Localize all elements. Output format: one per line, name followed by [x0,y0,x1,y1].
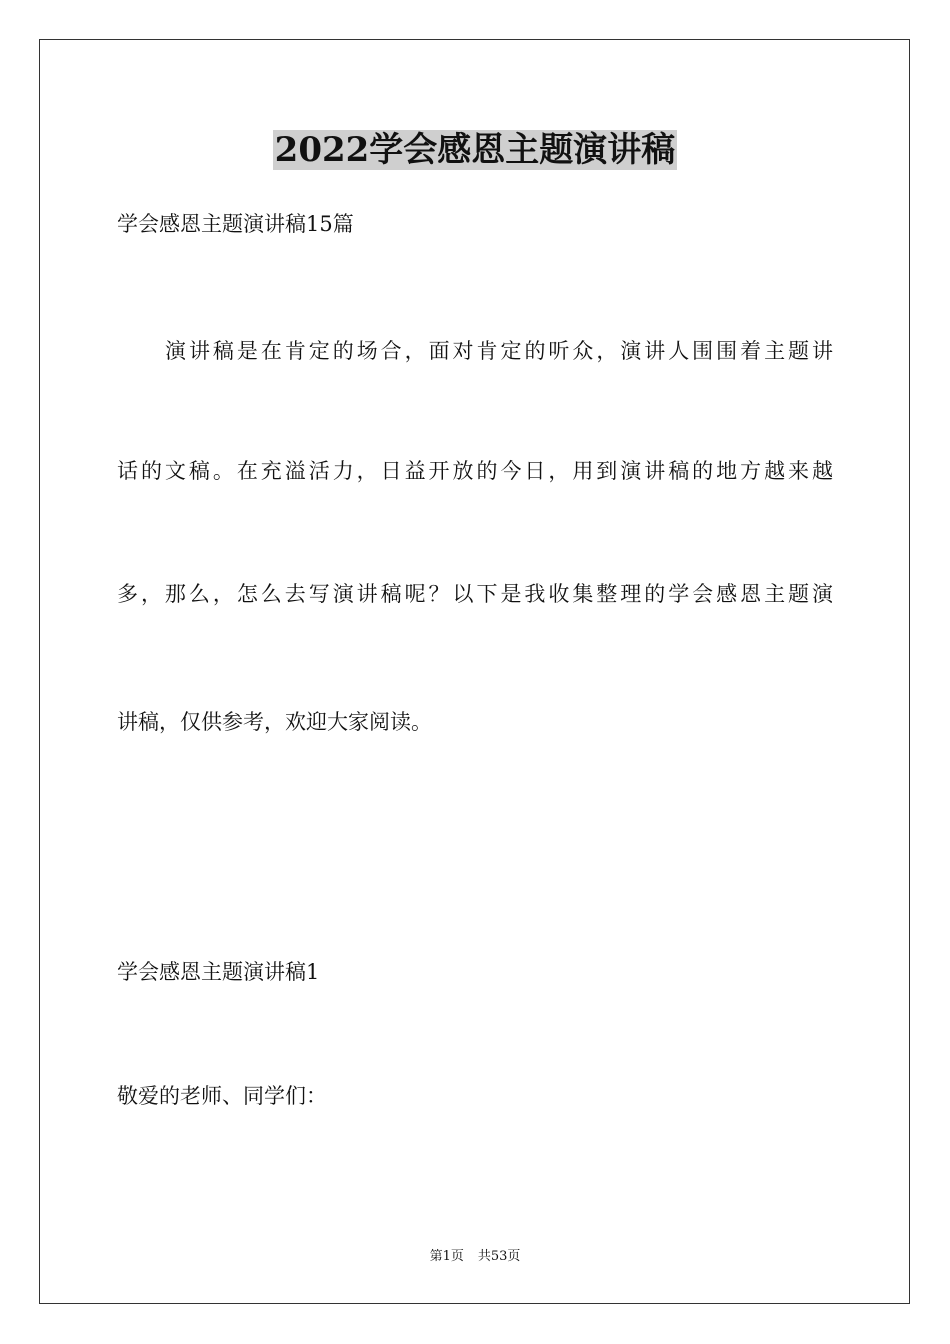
intro-line-3: 多，那么，怎么去写演讲稿呢？以下是我收集整理的学会感恩主题演 [117,582,833,606]
intro-line-1: 演讲稿是在肯定的场合，面对肯定的听众，演讲人围围着主题讲 [165,339,833,363]
page-footer [0,1248,950,1266]
document-title-text: 2022学会感恩主题演讲稿 [274,130,676,170]
intro-line-2: 话的文稿。在充溢活力，日益开放的今日，用到演讲稿的地方越来越 [117,459,833,483]
document-title [0,128,950,172]
salutation: 敬爱的老师、同学们： [117,1084,327,1108]
section-heading: 学会感恩主题演讲稿1 [117,960,320,984]
document-subtitle: 学会感恩主题演讲稿15篇 [117,212,354,236]
page-number: 第1页 [429,1249,464,1264]
intro-line-4: 讲稿，仅供参考，欢迎大家阅读。 [117,710,432,734]
page-total: 共53页 [477,1249,521,1264]
